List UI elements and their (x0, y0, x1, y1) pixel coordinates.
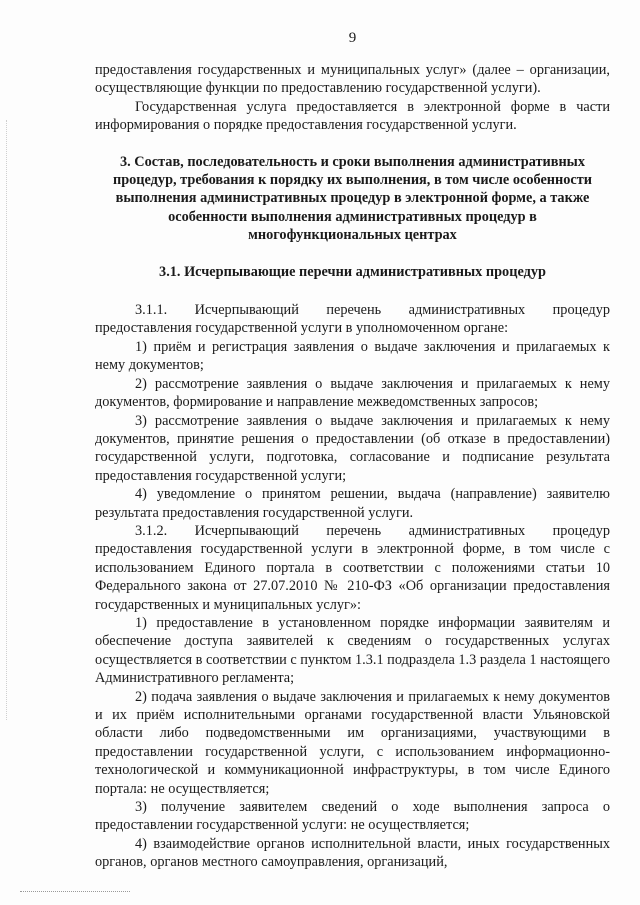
list-item: 3) рассмотрение заявления о выдаче заключения и прилагаемых к нему документов, принятие решения о предоставлении (об отказе в предоставлении) государственной услуги, подготовка, согласование и подписание результата предоставления государственной услуги; (95, 412, 610, 484)
intro-paragraph: Государственная услуга предоставляется в электронной форме в части информирования о порядке предоставления государственной услуги. (95, 98, 610, 134)
list-item: 1) предоставление в установленном порядке информации заявителям и обеспечение доступа заявителей к сведениям о государственных услугах осуществляется в соответствии с пунктом 1.3.1 подраздела 1.3 раздела 1 настоящего Административного регламента; (95, 614, 610, 687)
list-item: 2) подача заявления о выдаче заключения и прилагаемых к нему документов и их приём исполнительными органами государственной власти Ульяновской области либо подведомственными им организациями, участвующими в предоставлении государственной услуги, с использованием информационно-технологической и коммуникационной инфраструктуры, в том числе Единого портала: не осуществляется; (95, 688, 610, 797)
list-item: 4) уведомление о принятом решении, выдача (направление) заявителю результата предоставления государственной услуги. (95, 486, 610, 521)
list-item: 3) получение заявителем сведений о ходе выполнения запроса о предоставлении государственной услуги: не осуществляется; (95, 799, 610, 834)
subsection-heading: 3.1. Исчерпывающие перечни административных процедур (159, 263, 546, 280)
scan-edge-artifact (6, 120, 8, 720)
paragraph-3-1-2: 3.1.2. Исчерпывающий перечень административных процедур предоставления государственной услуги в электронной форме, в том числе с использованием Единого портала в соответствии с положениями статьи 10 Федерального закона от 27.07.2010 № 210-ФЗ «Об организации предоставления государственных и муниципальных услуг»: (95, 522, 610, 613)
scan-dots-artifact (20, 891, 130, 893)
section-heading: 3. Состав, последовательность и сроки выполнения административных процедур, требования к порядку их выполнения, в том числе особенности выполнения административных процедур в электронной форме, а также особенности выполнения административных процедур в многофункциональных центрах (112, 153, 593, 244)
page-number: 9 (348, 30, 357, 46)
intro-continuation: предоставления государственных и муниципальных услуг» (далее – организации, осуществляющие функции по предоставлению государственной услуги). (95, 62, 610, 97)
list-item: 2) рассмотрение заявления о выдаче заключения и прилагаемых к нему документов, формирование и направление межведомственных запросов; (95, 375, 610, 411)
list-item: 4) взаимодействие органов исполнительной власти, иных государственных органов, органов местного самоуправления, организаций, (95, 835, 610, 871)
list-item: 1) приём и регистрация заявления о выдаче заключения и прилагаемых к нему документов; (95, 338, 610, 374)
paragraph-3-1-1: 3.1.1. Исчерпывающий перечень административных процедур предоставления государственной услуги в уполномоченном органе: (95, 302, 610, 337)
